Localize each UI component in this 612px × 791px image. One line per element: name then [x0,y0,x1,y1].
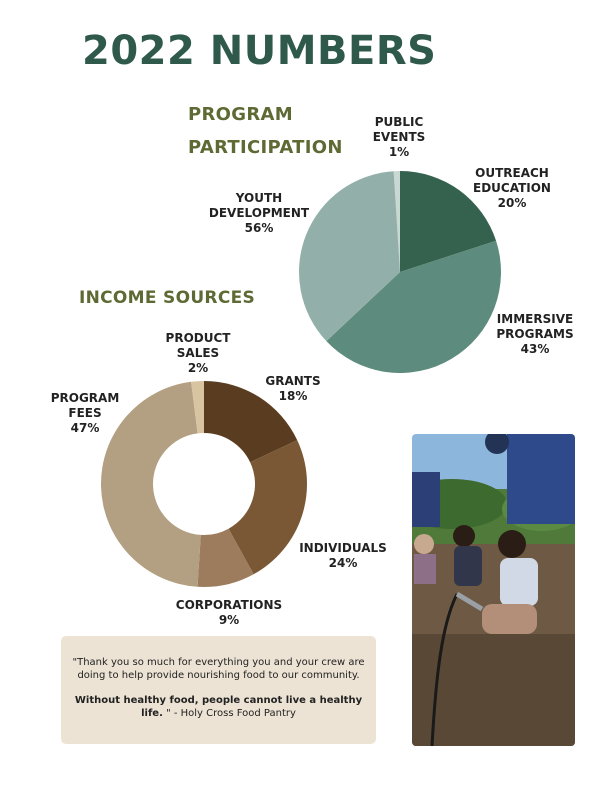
testimonial-quote [61,636,376,744]
quote-text: "Thank you so much for everything you and your crew are doing to help provide nourishing food to our community. [72,657,365,681]
label-grants: GRANTS 18% [265,374,321,403]
garden-children-photo [412,434,575,746]
quote-bold-text: Without healthy food, people cannot live a healthy life. [74,695,363,719]
program-participation-heading: PROGRAM PARTICIPATION [188,104,343,158]
label-program-fees: PROGRAM FEES 47% [50,391,120,435]
quote-attribution: " - Holy Cross Food Pantry [162,708,296,719]
label-individuals: INDIVIDUALS 24% [299,541,387,570]
label-youth-development: YOUTH DEVELOPMENT 56% [208,191,310,235]
page-title: 2022 NUMBERS [82,28,437,74]
label-corporations: CORPORATIONS 9% [175,598,283,627]
label-immersive-programs: IMMERSIVE PROGRAMS 43% [496,312,574,356]
label-product-sales: PRODUCT SALES 2% [165,331,231,375]
label-outreach-education: OUTREACH EDUCATION 20% [473,166,551,210]
label-public-events: PUBLIC EVENTS 1% [372,115,426,159]
income-sources-heading: INCOME SOURCES [79,288,256,308]
